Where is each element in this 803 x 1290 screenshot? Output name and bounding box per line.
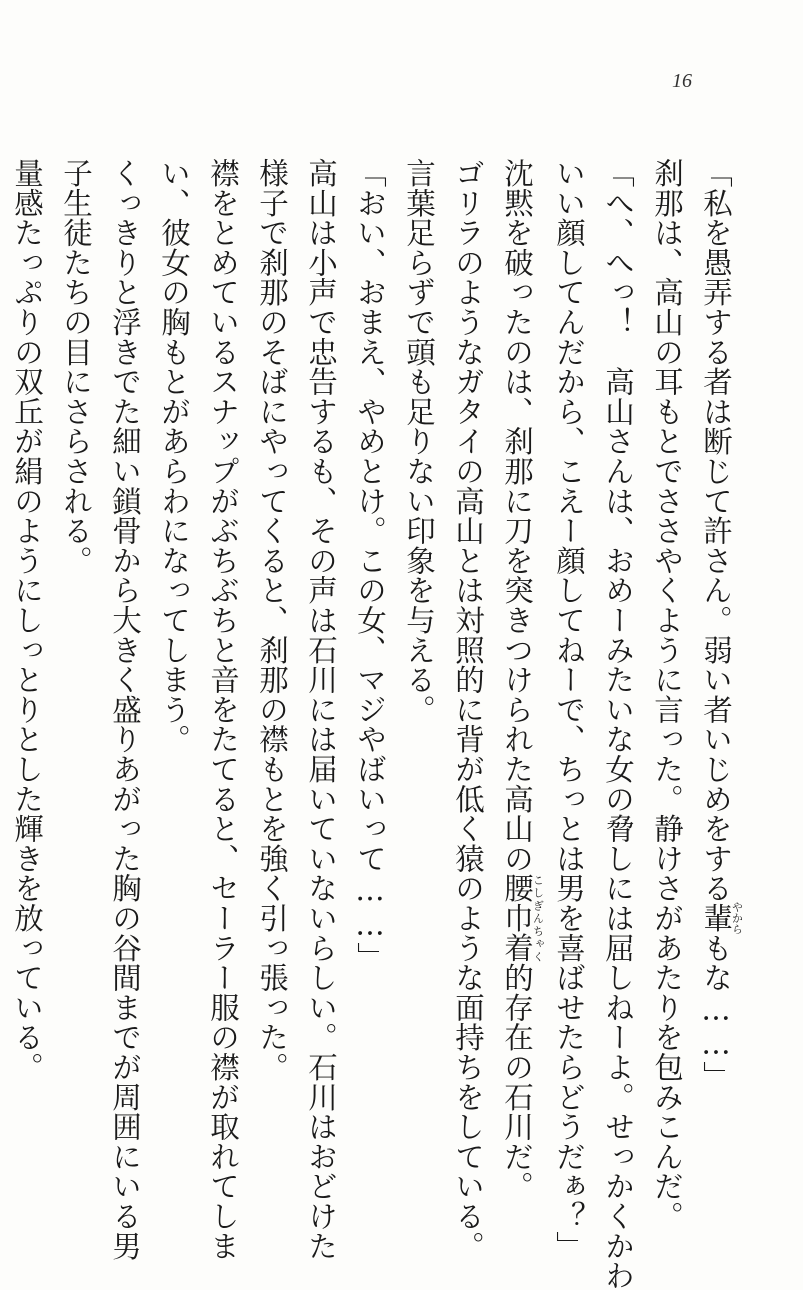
text-line: 子生徒たちの目にさらされる。 xyxy=(59,158,93,576)
ruby-annotation: 腰巾着こしぎんちゃく xyxy=(500,873,545,963)
text-line: 言葉足らずで頭も足りない印象を与える。 xyxy=(402,158,436,725)
ruby-reading: こしぎんちゃく xyxy=(531,873,545,963)
text-line: 量感たっぷりの双丘が絹のようにしっとりとした輝きを放っている。 xyxy=(10,158,44,1082)
text-line: 沈黙を破ったのは、刹那に刀を突きつけられた高山の腰巾着こしぎんちゃく的存在の石川だ。 xyxy=(500,158,545,1202)
ruby-reading: やから xyxy=(730,901,744,935)
text-line: いい顔してんだから、こえー顔してねーで、ちっとは男を喜ばせたらどうだぁ？」 xyxy=(552,158,586,1261)
text-line: い、彼女の胸もとがあらわになってしまう。 xyxy=(157,158,191,754)
text-line: 「私を愚弄する者は断じて許さん。弱い者いじめをする輩やからもな……」 xyxy=(699,158,744,1091)
text-line: 刹那は、高山の耳もとでささやくように言った。静けさがあたりを包みこんだ。 xyxy=(650,158,684,1231)
text-line xyxy=(0,158,2,1118)
text-line: 高山は小声で忠告するも、その声は石川には届いていないらしい。石川はおどけた xyxy=(304,158,338,1261)
text-line: 「へ、へっ！ 高山さんは、おめーみたいな女の脅しには屈しねーよ。せっかくかわ xyxy=(601,158,635,1290)
ruby-annotation: 輩やから xyxy=(699,901,744,935)
text-line: 襟をとめているスナップがぶちぶちと音をたてると、セーラー服の襟が取れてしま xyxy=(206,158,240,1261)
body-text xyxy=(10,158,744,1290)
text-line: くっきりと浮きでた細い鎖骨から大きく盛りあがった胸の谷間までが周囲にいる男 xyxy=(108,158,142,1261)
text-line: 様子で刹那のそばにやってくると、刹那の襟もとを強く引っ張った。 xyxy=(255,158,289,1082)
text-line: 「おい、おまえ、やめとけ。この女、マジやばいって……」 xyxy=(353,158,387,972)
text-line: ゴリラのようなガタイの高山とは対照的に背が低く猿のような面持ちをしている。 xyxy=(451,158,485,1261)
page-number: 16 xyxy=(672,70,692,92)
